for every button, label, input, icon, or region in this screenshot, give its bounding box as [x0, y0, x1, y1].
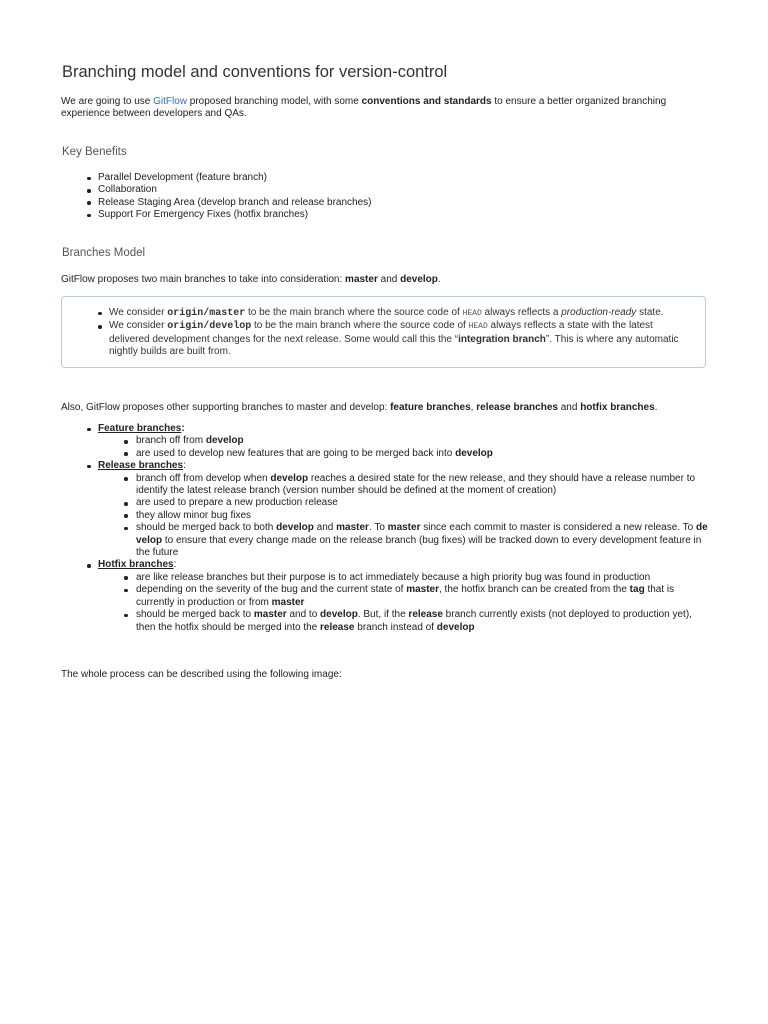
- release-branches-item: Release branches: branch off from develop when develop reaches a desired state for the new release, and they should have a release number to identify the latest release branch (version number should be defined at the moment of creation) are used to prepare a new production release they allow minor bug fixes should be merged back to both develop and master. To master since each commit to master is considered a new release. To develop to ensure that every change made on the release branch (bug fixes) will be tracked down to every development feature in the future: [98, 460, 710, 559]
- list-item: Collaboration: [98, 184, 698, 196]
- hotfix-branches-sublist: [136, 572, 710, 634]
- head-code: HEAD: [462, 309, 482, 318]
- feature-branches-item: Feature branches: branch off from develop are used to develop new features that are going to be merged back into develop: [98, 423, 710, 460]
- list-item: are like release branches but their purpose is to act immediately because a high priority bug was found in production: [136, 572, 710, 584]
- list-item: are used to develop new features that are going to be merged back into develop: [136, 448, 710, 460]
- master-branch-item: We consider origin/master to be the main branch where the source code of HEAD always reflects a production-ready state.: [109, 307, 689, 320]
- key-benefits-heading: Key Benefits: [62, 146, 127, 158]
- list-item: branch off from develop when develop reaches a desired state for the new release, and they should have a release number to identify the latest release branch (version number should be defined at the moment of creation): [136, 473, 710, 498]
- develop-branch-item: We consider origin/develop to be the main branch where the source code of HEAD always reflects a state with the latest delivered development changes for the next release. Some would call this the “integration branch”. This is where any automatic nightly builds are built from.: [109, 320, 689, 358]
- hotfix-branches-item: Hotfix branches: are like release branches but their purpose is to act immediately because a high priority bug was found in production depending on the severity of the bug and the current state of master, the hotfix branch can be created from the tag that is currently in production or from master should be merged back to master and to develop. But, if the release branch currently exists (not deployed to production yet), then the hotfix should be merged into the release branch instead of develop: [98, 559, 710, 633]
- main-branches-list: [109, 307, 689, 359]
- list-item: branch off from develop: [136, 435, 710, 447]
- list-item: are used to prepare a new production release: [136, 497, 710, 509]
- feature-branches-sublist: [136, 435, 710, 460]
- release-branches-sublist: [136, 473, 710, 560]
- branches-model-heading: Branches Model: [62, 247, 146, 259]
- release-branches-label: Release branches: [98, 460, 184, 472]
- page-title: Branching model and conventions for version-control: [62, 63, 448, 81]
- list-item: Release Staging Area (develop branch and release branches): [98, 197, 698, 209]
- origin-develop-code: origin/develop: [167, 321, 252, 333]
- list-item: depending on the severity of the bug and the current state of master, the hotfix branch can be created from the tag that is currently in production or from master: [136, 584, 710, 609]
- list-item: Parallel Development (feature branch): [98, 172, 698, 184]
- hotfix-branches-label: Hotfix branches: [98, 559, 174, 571]
- info-panel: [61, 296, 706, 368]
- key-benefits-list: [98, 172, 698, 222]
- intro-paragraph: We are going to use GitFlow proposed branching model, with some conventions and standards to ensure a better organized branching experience between developers and QAs.: [61, 96, 667, 120]
- list-item: should be merged back to both develop and master. To master since each commit to master is considered a new release. To develop to ensure that every change made on the release branch (bug fixes) will be tracked down to every development feature in the future: [136, 522, 710, 559]
- supporting-branches-paragraph: Also, GitFlow proposes other supporting branches to master and develop: feature branches, release branches and hotfix branches.: [61, 402, 658, 413]
- feature-branches-label: Feature branches: [98, 423, 182, 434]
- closing-paragraph: The whole process can be described using the following image:: [61, 669, 342, 680]
- head-code: HEAD: [468, 322, 488, 332]
- origin-master-code: origin/master: [167, 308, 246, 319]
- supporting-branches-list: [98, 423, 710, 634]
- gitflow-link[interactable]: GitFlow: [153, 96, 188, 107]
- list-item: Support For Emergency Fixes (hotfix branches): [98, 209, 698, 221]
- list-item: they allow minor bug fixes: [136, 510, 710, 522]
- list-item: should be merged back to master and to develop. But, if the release branch currently exists (not deployed to production yet), then the hotfix should be merged into the release branch instead of develop: [136, 609, 710, 634]
- main-branches-paragraph: GitFlow proposes two main branches to take into consideration: master and develop.: [61, 274, 441, 285]
